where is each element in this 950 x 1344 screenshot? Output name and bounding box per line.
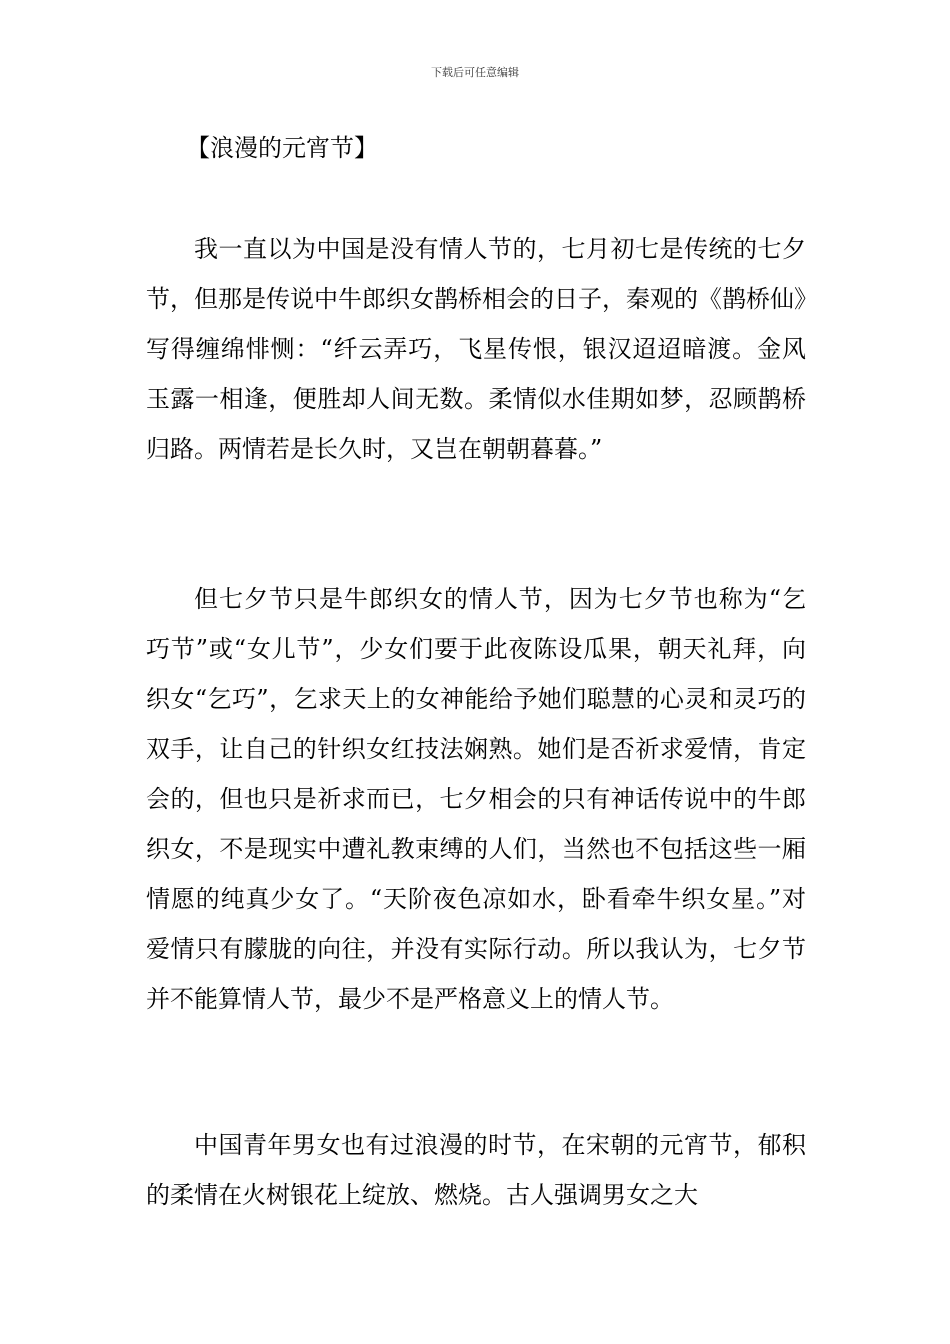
document-title: 【浪漫的元宵节】 [186,134,378,162]
header-note: 下载后可任意编辑 [431,66,519,79]
paragraph-3: 中国青年男女也有过浪漫的时节，在宋朝的元宵节，郁积的柔情在火树银花上绽放、燃烧。古人强调男女之大 [146,1131,806,1209]
paragraph-1: 我一直以为中国是没有情人节的，七月初七是传统的七夕节，但那是传说中牛郎织女鹊桥相会的日子，秦观的《鹊桥仙》写得缠绵悱恻：“纤云弄巧，飞星传恨，银汉迢迢暗渡。金风玉露一相逢，便胜却人间无数。柔情似水佳期如梦，忍顾鹊桥归路。两情若是长久时，又岂在朝朝暮暮。” [146,235,806,463]
paragraph-2: 但七夕节只是牛郎织女的情人节，因为七夕节也称为“乞巧节”或“女儿节”，少女们要于此夜陈设瓜果，朝天礼拜，向织女“乞巧”，乞求天上的女神能给予她们聪慧的心灵和灵巧的双手，让自己的针织女红技法娴熟。她们是否祈求爱情，肯定会的，但也只是祈求而已，七夕相会的只有神话传说中的牛郎织女，不是现实中遭礼教束缚的人们，当然也不包括这些一厢情愿的纯真少女了。“天阶夜色凉如水，卧看牵牛织女星。”对爱情只有朦胧的向往，并没有实际行动。所以我认为，七夕节并不能算情人节，最少不是严格意义上的情人节。 [146,585,806,1013]
